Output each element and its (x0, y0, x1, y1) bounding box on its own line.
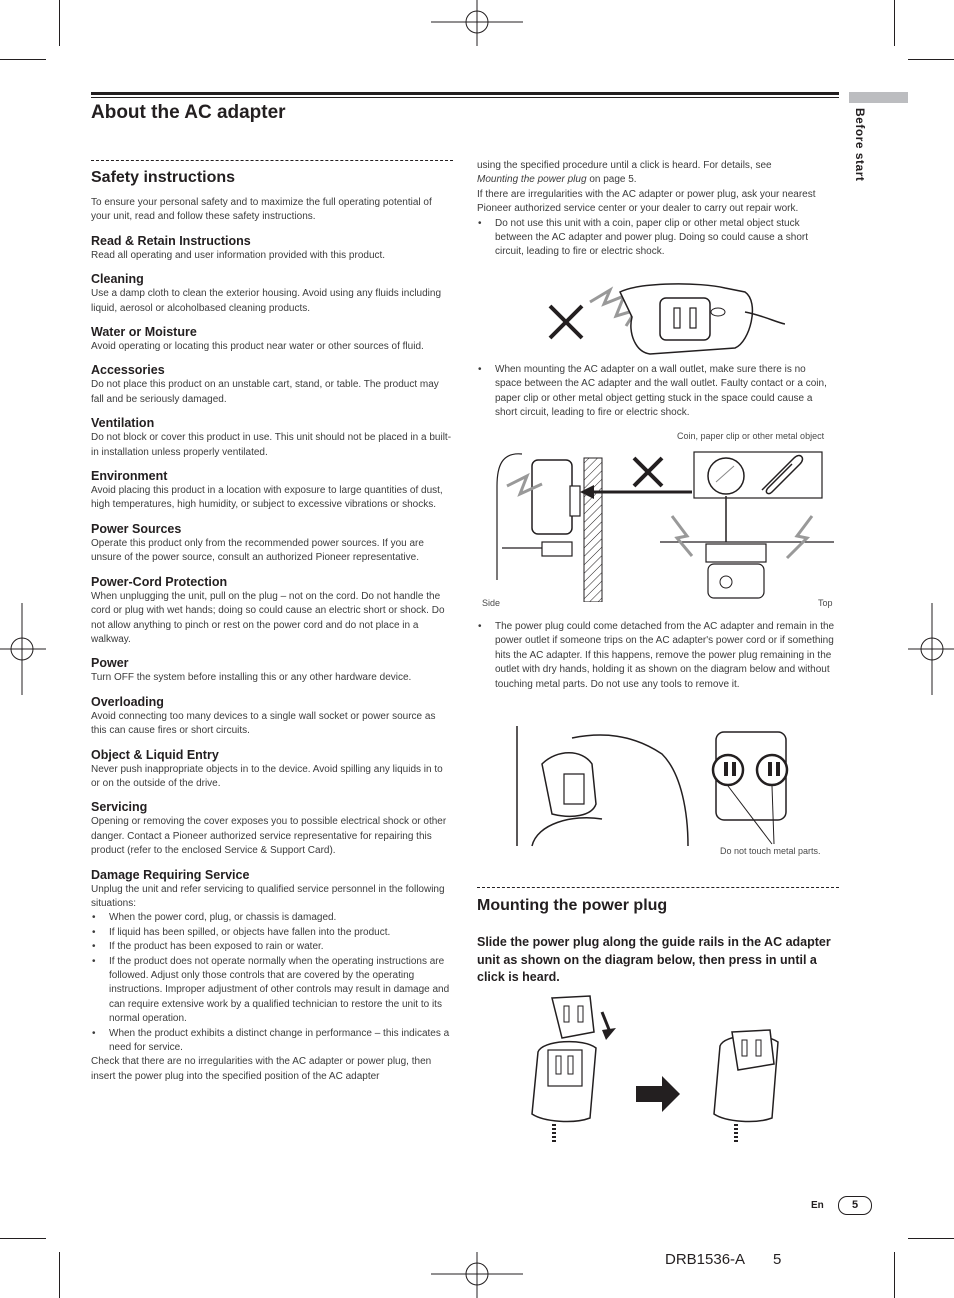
list-item: • The power plug could come detached from the AC adapter and remain in the power outlet if someone trips on the AC adapter's power cord or if something hits the AC adapter. If this happens, remove the power plug remaining in the outlet with dry hands, holding it as shown on the diagram below and without touching metal parts. Do not use any tools to remove it. (477, 620, 835, 692)
figure-caption: Do not touch metal parts. (720, 846, 821, 856)
closing-text: Check that there are no irregularities with the AC adapter or power plug, then insert the power plug into the specified position of the AC adapter (91, 1056, 432, 1082)
section-body: Avoid operating or locating this product near water or other sources of fluid. (91, 341, 424, 353)
section-body: Opening or removing the cover exposes you to possible electrical shock or other danger. Contact a Pioneer authorized service representative for repairing this product (refer to the enclosed Service & Support Card). (91, 816, 447, 857)
section-body: When unplugging the unit, pull on the plug – not on the cord. Do not handle the cord or plug with wet hands; doing so could cause an electric short or shock. Do not allow anything to pinch or rest on the power cord and do not place in a walkway. (91, 590, 445, 645)
crop-mark (908, 1238, 954, 1239)
registration-mark-top (431, 0, 523, 46)
crop-mark (59, 0, 60, 46)
section-body: Avoid placing this product in a location with exposure to large quantities of dust, high temperatures, high humidity, or subject to excessive vibrations or shocks. (91, 485, 443, 511)
section-title: Read & Retain Instructions (91, 233, 251, 248)
mounting-instruction: Slide the power plug along the guide rails in the AC adapter unit as shown on the diagram below, then press in until a click is heard. (477, 935, 831, 984)
repair-paragraph: If there are irregularities with the AC adapter or power plug, ask your nearest Pioneer authorized service center or your dealer to carry out repair work. (477, 188, 816, 215)
section-body: Operate this product only from the recommended power sources. If you are unsure of the power source, consult an authorized Pioneer representative. (91, 537, 424, 564)
document-page: 5 (773, 1251, 782, 1268)
registration-mark-right (908, 603, 954, 695)
document-id: DRB1536-A (665, 1251, 746, 1268)
language-label: En (811, 1200, 824, 1211)
crop-mark (894, 1252, 895, 1298)
list-item: • If the product does not operate normally when the operating instructions are followed. Adjust only those controls that are covered by the operating instructions. Improper adjustment of other controls may result in damage and can require extensive work by a qualified technician to restore the unit to its normal operation. (91, 955, 452, 1027)
figure-label-side: Side (482, 598, 501, 608)
section-title: Servicing (91, 800, 148, 815)
list-item: • Do not use this unit with a coin, paper clip or other metal object stuck between the AC adapter and power plug. Doing so could cause a short circuit, leading to fire or electric shock. (477, 217, 835, 260)
figure-wall-outlet-gap (482, 446, 837, 602)
section-title: Environment (91, 469, 168, 484)
col2-top-text (477, 159, 835, 260)
section-body: Do not place this product on an unstable cart, stand, or table. The product may fall and be seriously damaged. (91, 379, 439, 405)
warning-list (477, 217, 835, 260)
continued-text-end: on page 5. (589, 174, 637, 186)
page-number: 5 (838, 1196, 872, 1215)
cross-reference-link[interactable]: Mounting the power plug (477, 174, 587, 186)
figure-label-top: Top (818, 598, 833, 608)
header-rule (91, 92, 839, 95)
safety-heading: Safety instructions (91, 169, 236, 186)
section-title: Accessories (91, 363, 165, 378)
crop-mark (894, 0, 895, 46)
section-title: Power-Cord Protection (91, 574, 228, 589)
section-title: Power Sources (91, 521, 182, 536)
registration-mark-bottom (431, 1252, 523, 1298)
figure-mount-plug (524, 992, 794, 1148)
safety-intro: To ensure your personal safety and to maximize the full operating potential of your unit, read and follow these safety instructions. (91, 197, 432, 223)
section-body: Turn OFF the system before installing this or any other hardware device. (91, 672, 412, 684)
crop-mark (59, 1252, 60, 1298)
continued-paragraph (477, 159, 835, 188)
section-title: Water or Moisture (91, 325, 197, 340)
list-item: • If the product has been exposed to rain or water. (91, 940, 452, 954)
col2-bullet2 (477, 363, 835, 421)
crop-mark (908, 59, 954, 60)
figure-remove-plug (512, 724, 792, 848)
section-title: Ventilation (91, 416, 155, 431)
crop-mark (0, 59, 46, 60)
list-item: • When the power cord, plug, or chassis is damaged. (91, 911, 452, 925)
safety-instructions (91, 196, 452, 1084)
section-title: Power (91, 656, 129, 671)
section-body: Unplug the unit and refer servicing to qualified service personnel in the following situations: (91, 883, 445, 909)
section-title: Damage Requiring Service (91, 867, 250, 882)
section-title: Overloading (91, 694, 164, 709)
header-rule-thin (91, 97, 839, 98)
section-body: Do not block or cover this product in use. This unit should not be placed in a built-in installation unless properly ventilated. (91, 432, 452, 458)
list-item: • When mounting the AC adapter on a wall outlet, make sure there is no space between the AC adapter and the wall outlet. Faulty contact or a coin, paper clip or other metal object getting stuck in the space could cause a short circuit, leading to fire or electric shock. (477, 363, 835, 421)
side-tab (849, 92, 908, 103)
crop-mark (0, 1238, 46, 1239)
section-body: Read all operating and user information provided with this product. (91, 249, 386, 261)
section-divider (91, 160, 453, 161)
section-title: Object & Liquid Entry (91, 747, 219, 762)
warning-list (477, 620, 835, 692)
section-body: Never push inappropriate objects in to the device. Avoid spilling any liquids in to or on the outside of the drive. (91, 763, 443, 789)
list-item: • When the product exhibits a distinct change in performance – this indicates a need for service. (91, 1027, 452, 1056)
page-title: About the AC adapter (91, 102, 286, 123)
registration-mark-left (0, 603, 46, 695)
list-item: • If liquid has been spilled, or objects have fallen into the product. (91, 926, 452, 940)
mounting-heading: Mounting the power plug (477, 897, 668, 914)
continued-text: using the specified procedure until a click is heard. For details, see (477, 160, 772, 171)
figure-metal-object-warning (540, 282, 785, 358)
section-body: Use a damp cloth to clean the exterior housing. Avoid using any fluids including liquid, aerosol or alcoholbased cleaning products. (91, 288, 442, 314)
section-body: Avoid connecting too many devices to a single wall socket or power source as this can cause fires or short circuits. (91, 710, 436, 737)
col2-bullet3 (477, 620, 835, 692)
section-title: Cleaning (91, 272, 144, 287)
figure-caption: Coin, paper clip or other metal object (677, 431, 825, 441)
warning-list (477, 363, 835, 421)
side-tab-label: Before start (853, 108, 867, 182)
section-divider (477, 887, 839, 888)
damage-list (91, 911, 452, 1055)
